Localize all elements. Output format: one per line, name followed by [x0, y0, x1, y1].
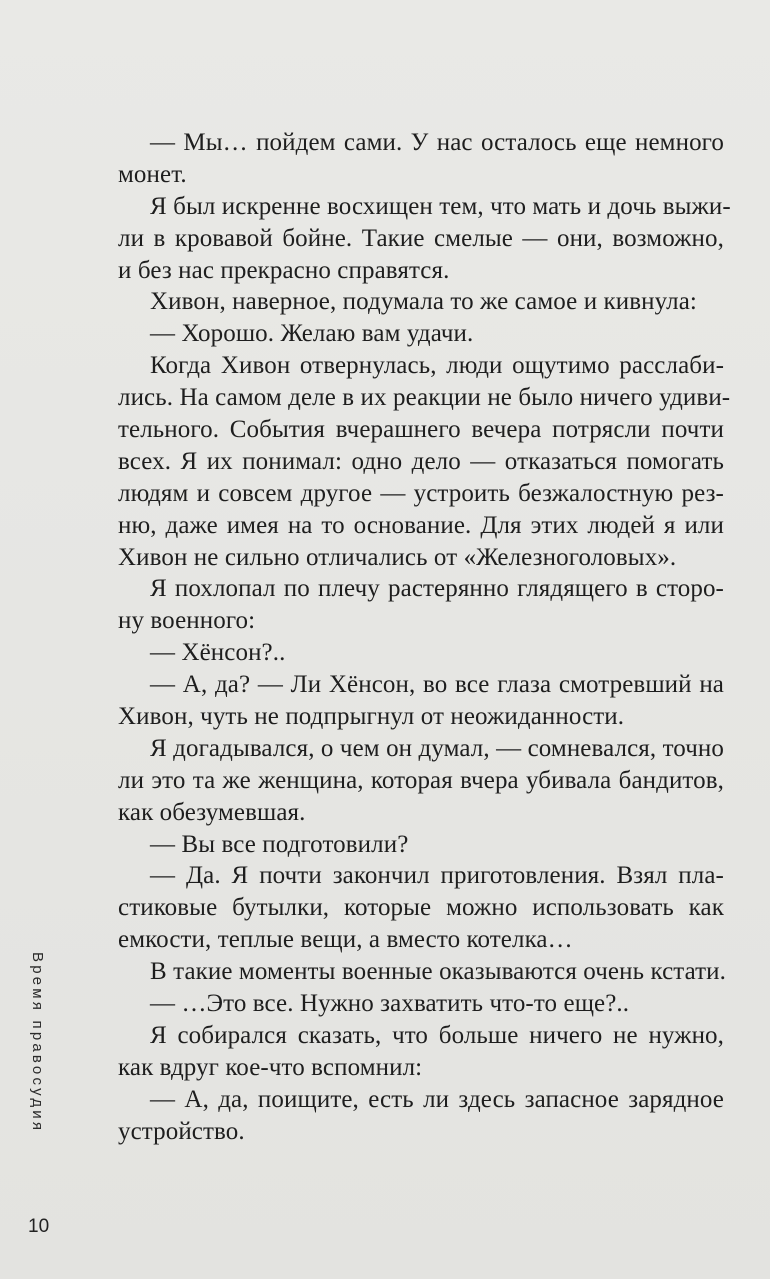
text-line: Я догадывался, о чем он думал, — сомневался, точно — [150, 734, 724, 762]
running-head: Время правосудия — [29, 952, 46, 1134]
text-line: стиковые бутылки, которые можно использовать как — [118, 894, 724, 922]
text-line: Хивон, чуть не подпрыгнул от неожиданности. — [118, 703, 625, 731]
text-line: — А, да? — Ли Хёнсон, во все глаза смотревший на — [150, 671, 724, 699]
text-line: ну военного: — [118, 607, 256, 635]
text-line: лись. На самом деле в их реакции не было ничего удиви- — [118, 384, 731, 412]
text-line: тельного. События вчерашнего вечера потрясли почти — [118, 416, 724, 444]
text-line: Я был искренне восхищен тем, что мать и дочь выжи- — [150, 192, 731, 220]
page-number: 10 — [28, 1216, 50, 1237]
text-line: всех. Я их понимал: одно дело — отказаться помогать — [118, 447, 724, 475]
text-line: — Вы все подготовили? — [150, 830, 409, 858]
text-line: Я похлопал по плечу растерянно глядящего в сторо- — [150, 575, 724, 603]
text-line: — Мы… пойдем сами. У нас осталось еще немного — [150, 129, 724, 156]
text-line: В такие моменты военные оказываются очень кстати. — [150, 958, 727, 986]
text-line: как вдруг кое-что вспомнил: — [118, 1053, 423, 1081]
text-line: ню, даже имея на то основание. Для этих людей я или — [118, 511, 724, 539]
text-line: — А, да, поищите, есть ли здесь запасное зарядное — [150, 1085, 724, 1113]
text-line: устройство. — [118, 1117, 245, 1145]
text-line: ли это та же женщина, которая вчера убивала бандитов, — [118, 766, 724, 794]
text-line: монет. — [118, 160, 187, 188]
text-line: ли в кровавой бойне. Такие смелые — они, возможно, — [118, 224, 724, 252]
text-line: Я собирался сказать, что больше ничего не нужно, — [150, 1021, 724, 1049]
text-line: — Хорошо. Желаю вам удачи. — [150, 320, 474, 348]
text-line: — Хёнсон?.. — [150, 639, 286, 667]
text-line: и без нас прекрасно справятся. — [118, 256, 450, 284]
text-line: — …Это все. Нужно захватить что-то еще?.. — [150, 990, 630, 1018]
text-line: людям и совсем другое — устроить безжалостную рез- — [118, 479, 724, 507]
text-line: — Да. Я почти закончил приготовления. Взял пла- — [150, 862, 724, 890]
text-line: как обезумевшая. — [118, 798, 306, 826]
body-text — [118, 127, 731, 1148]
text-line: емкости, теплые вещи, а вместо котелка… — [118, 926, 573, 954]
text-line: Хивон, наверное, подумала то же самое и кивнула: — [150, 288, 697, 316]
text-line: Когда Хивон отвернулась, люди ощутимо расслаби- — [150, 352, 724, 380]
text-line: Хивон не сильно отличались от «Железноголовых». — [118, 543, 677, 571]
